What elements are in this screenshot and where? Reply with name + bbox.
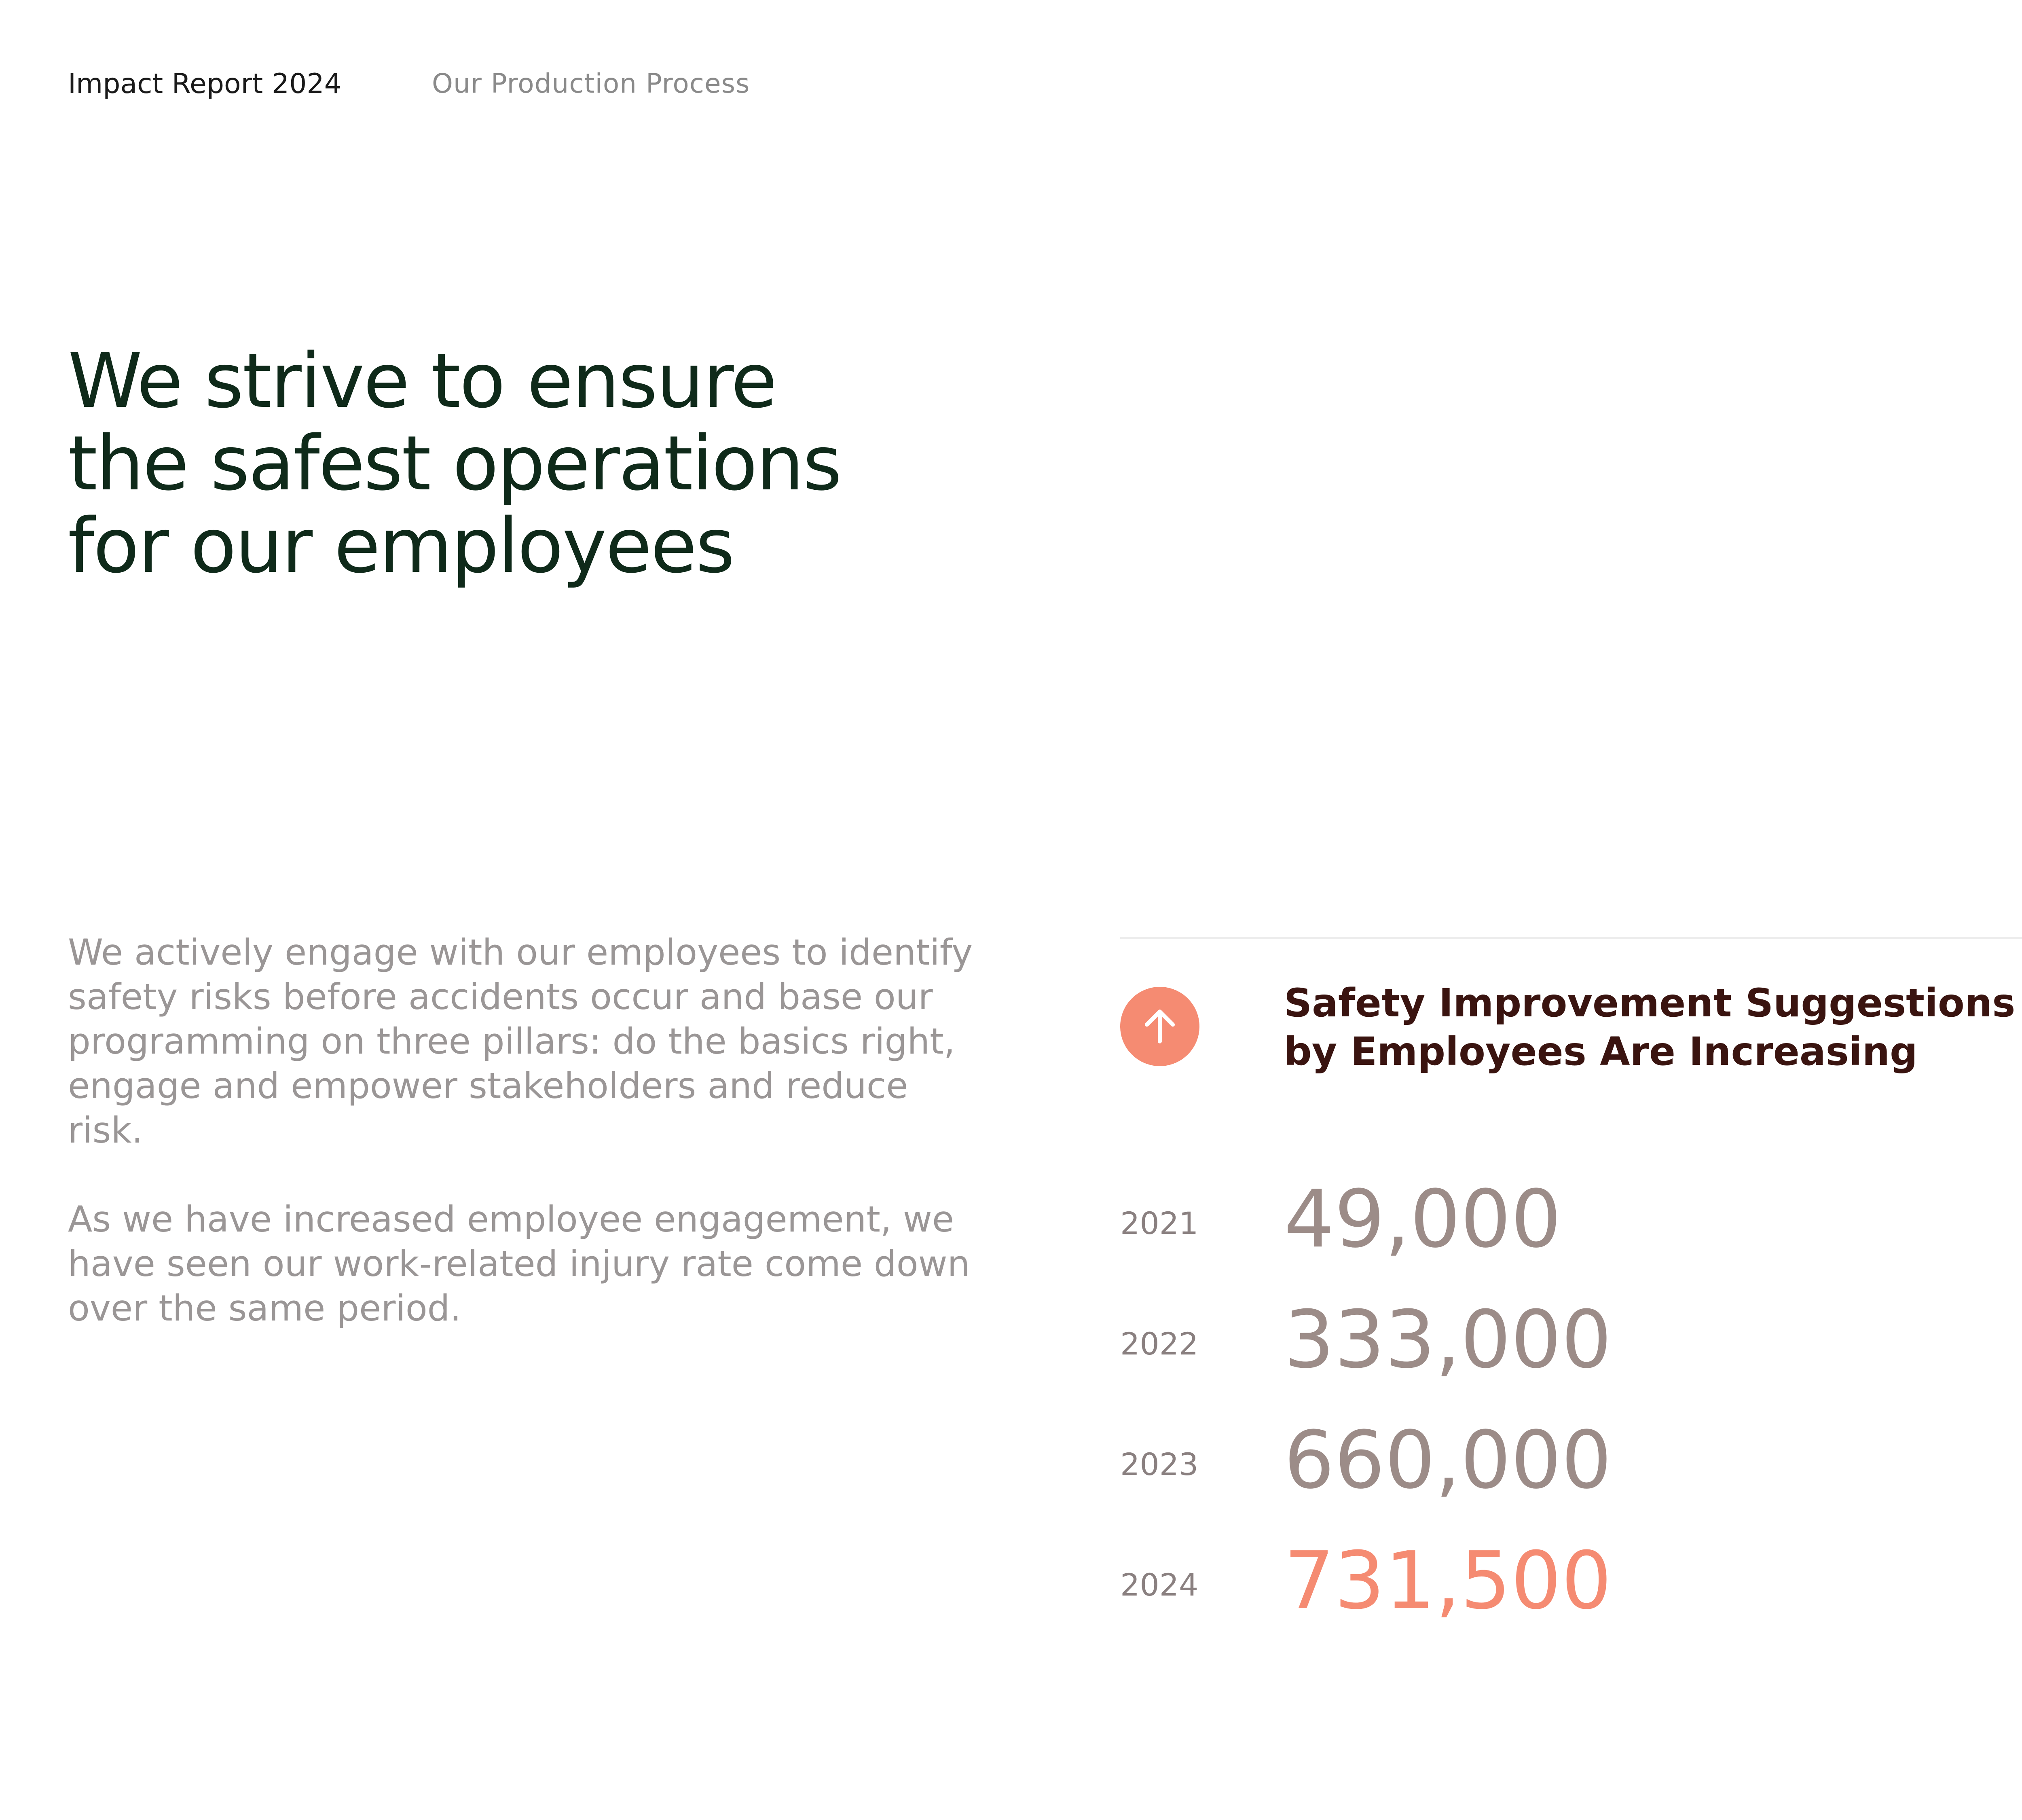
intro-text bbox=[68, 930, 990, 1375]
page-heading bbox=[68, 337, 958, 590]
report-title: Impact Report 2024 bbox=[68, 68, 342, 100]
suggestions-title-line: Safety Improvement Suggestions bbox=[1284, 980, 2016, 1026]
suggestions-value: 49,000 bbox=[1284, 1173, 1561, 1266]
page-header bbox=[68, 68, 2022, 100]
suggestions-title bbox=[1284, 979, 2022, 1076]
intro-paragraph: We actively engage with our employees to identify safety risks before accidents occur and base our programming on three pillars: do the basics right, engage and empower stakeholders and reduce risk. bbox=[68, 931, 973, 1151]
stats-row bbox=[1120, 1293, 2022, 1395]
arrow-up-icon bbox=[1120, 987, 1199, 1066]
row-year: 2024 bbox=[1120, 1567, 1199, 1603]
row-year: 2022 bbox=[1120, 1326, 1199, 1362]
intro-paragraph: As we have increased employee engagement, we have seen our work-related injury rate come down over the same period. bbox=[68, 1198, 970, 1329]
row-year: 2023 bbox=[1120, 1446, 1199, 1482]
suggestions-value: 731,500 bbox=[1284, 1535, 1612, 1627]
stats-row-highlighted bbox=[1120, 1534, 2022, 1636]
heading-line: for our employees bbox=[68, 502, 734, 590]
suggestions-value: 333,000 bbox=[1284, 1294, 1612, 1386]
heading-line: We strive to ensure bbox=[68, 337, 776, 425]
heading-line: the safest operations bbox=[68, 419, 841, 507]
stats-divider bbox=[1120, 937, 2022, 939]
row-year: 2021 bbox=[1120, 1205, 1199, 1241]
suggestions-title-line: by Employees Are Increasing bbox=[1284, 1029, 1918, 1074]
stats-row bbox=[1120, 1173, 2022, 1274]
suggestions-value: 660,000 bbox=[1284, 1414, 1612, 1507]
stats-row bbox=[1120, 1414, 2022, 1515]
section-title: Our Production Process bbox=[432, 68, 750, 99]
